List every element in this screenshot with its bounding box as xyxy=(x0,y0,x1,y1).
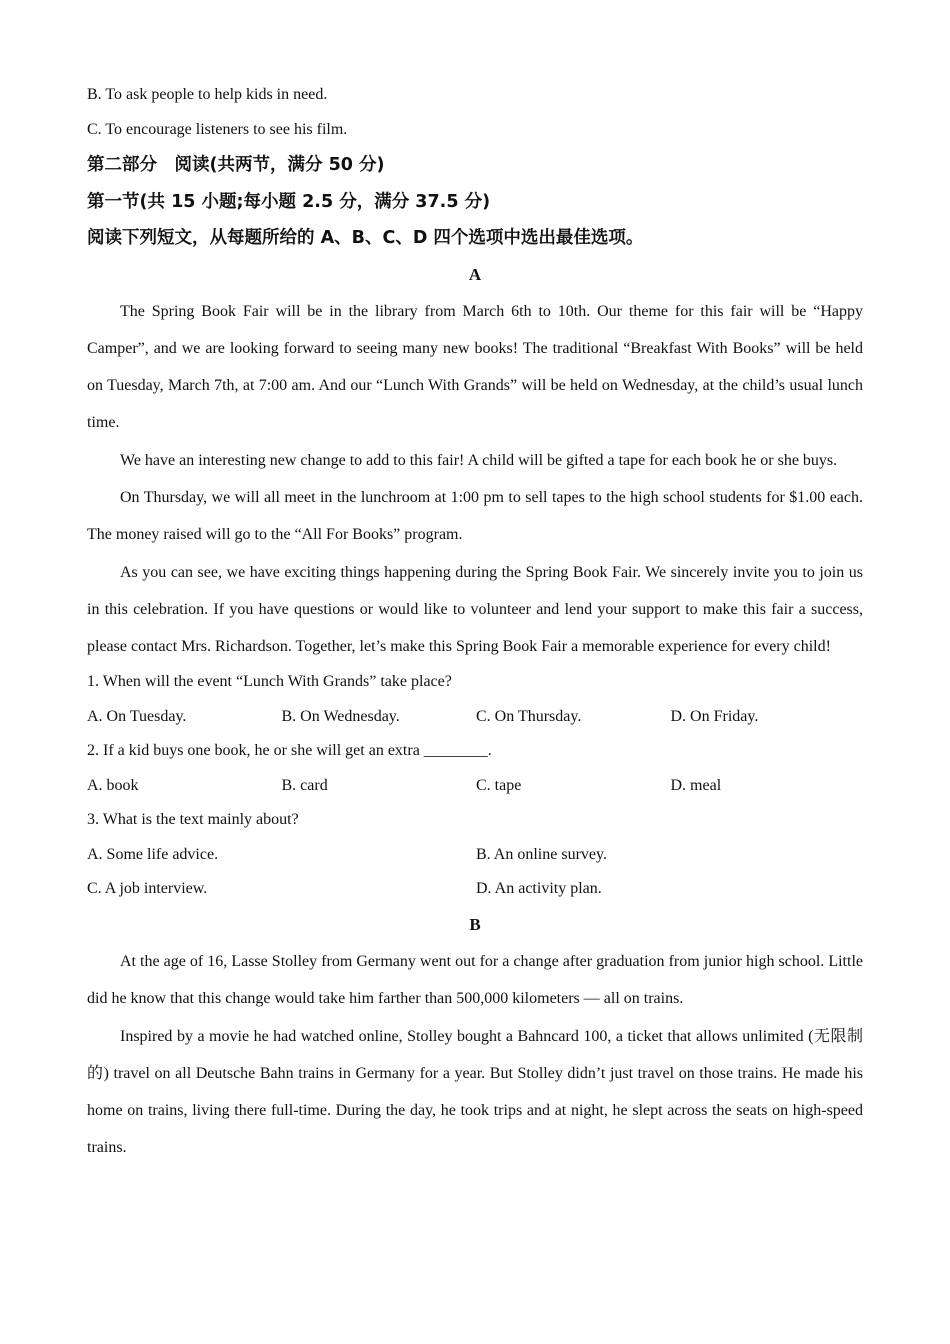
question-2-options xyxy=(87,769,863,804)
question-1-stem: 1. When will the event “Lunch With Grands” take place? xyxy=(87,673,452,691)
reading-instruction: 阅读下列短文，从每题所给的 A、B、C、D 四个选项中选出最佳选项。 xyxy=(87,228,644,248)
question-1-option-b[interactable]: B. On Wednesday. xyxy=(281,707,400,725)
question-1-option-d[interactable]: D. On Friday. xyxy=(670,707,759,725)
question-3-stem: 3. What is the text mainly about? xyxy=(87,811,299,829)
passage-b-paragraph: At the age of 16, Lasse Stolley from Germany went out for a change after graduation from junior high school. Little did he know that this change would take him farther than 500,000 kilometers — all on trains. xyxy=(87,952,863,1008)
question-3-option-c[interactable]: C. A job interview. xyxy=(87,880,208,898)
passage-b-label: B xyxy=(469,914,481,934)
section-one-heading: 第一节(共 15 小题;每小题 2.5 分，满分 37.5 分) xyxy=(87,191,491,212)
question-3-option-a[interactable]: A. Some life advice. xyxy=(87,845,219,863)
passage-a-paragraph: As you can see, we have exciting things happening during the Spring Book Fair. We sincerely invite you to join us in this celebration. If you have questions or would like to volunteer and lend your support to make this fair a success, please contact Mrs. Richardson. Together, let’s make this Spring Book Fair a memorable experience for every child! xyxy=(87,563,863,656)
question-1-options xyxy=(87,700,863,735)
question-2-option-d[interactable]: D. meal xyxy=(670,776,722,794)
question-3-option-d[interactable]: D. An activity plan. xyxy=(476,880,602,898)
passage-a-paragraph: We have an interesting new change to add to this fair! A child will be gifted a tape for each book he or she buys. xyxy=(120,451,838,469)
previous-option-b: B. To ask people to help kids in need. xyxy=(87,86,328,103)
question-2-stem: 2. If a kid buys one book, he or she will get an extra ________. xyxy=(87,742,492,760)
exam-page xyxy=(87,78,863,1167)
question-3-option-b[interactable]: B. An online survey. xyxy=(476,845,607,863)
passage-a-paragraph: On Thursday, we will all meet in the lunchroom at 1:00 pm to sell tapes to the high school students for $1.00 each. The money raised will go to the “All For Books” program. xyxy=(87,488,863,544)
question-1-option-c[interactable]: C. On Thursday. xyxy=(476,707,582,725)
question-2-option-b[interactable]: B. card xyxy=(281,776,328,794)
question-1-option-a[interactable]: A. On Tuesday. xyxy=(87,707,187,725)
passage-a-paragraph: The Spring Book Fair will be in the library from March 6th to 10th. Our theme for this fair will be “Happy Camper”, and we are looking forward to seeing many new books! The traditional “Breakfast With Books” will be held on Tuesday, March 7th, at 7:00 am. And our “Lunch With Grands” will be held on Wednesday, at the child’s usual lunch time. xyxy=(87,302,863,432)
question-3-options-row-1 xyxy=(87,838,863,873)
passage-b-paragraph: Inspired by a movie he had watched online, Stolley bought a Bahncard 100, a ticket that allows unlimited (无限制的) travel on all Deutsche Bahn trains in Germany for a year. But Stolley didn’t just travel on those trains. He made his home on trains, living there full-time. During the day, he took trips and at night, he slept across the seats on high-speed trains. xyxy=(87,1027,863,1157)
question-3-options-row-2 xyxy=(87,872,863,907)
question-2-option-a[interactable]: A. book xyxy=(87,776,139,794)
part-two-heading: 第二部分 阅读(共两节，满分 50 分) xyxy=(87,155,385,175)
question-2-option-c[interactable]: C. tape xyxy=(476,776,522,794)
passage-a-label: A xyxy=(468,264,482,284)
previous-option-c: C. To encourage listeners to see his film. xyxy=(87,120,348,138)
